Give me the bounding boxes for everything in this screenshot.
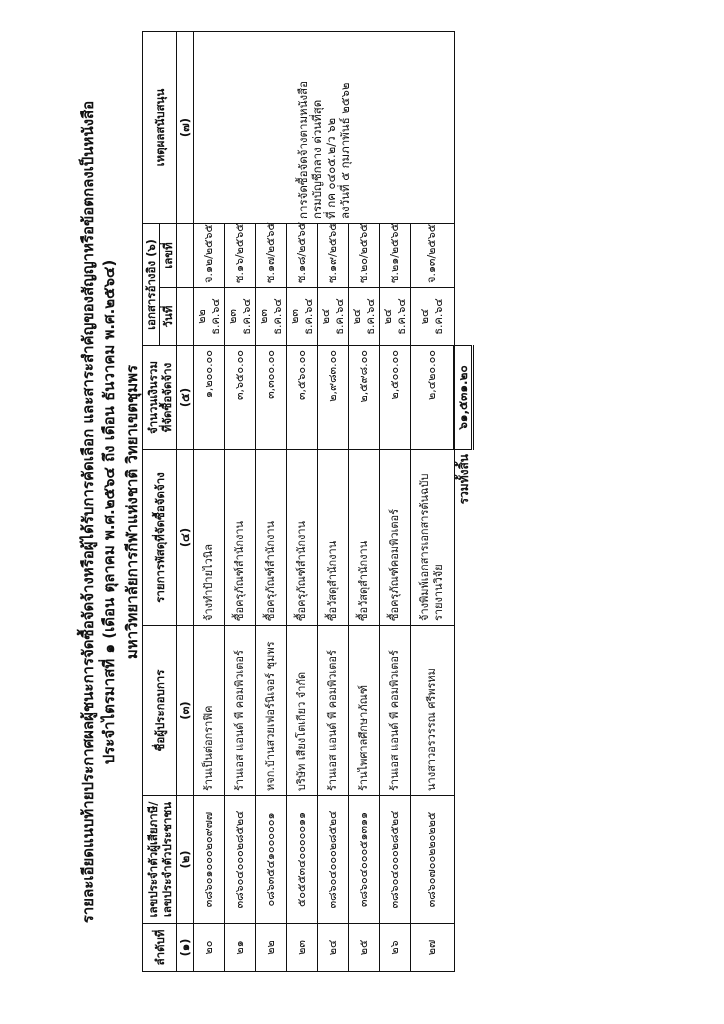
total-row (454, 32, 473, 972)
cell-vendor: นางสาวอรวรรณ ศรีพรหม (411, 626, 455, 796)
cell-amount: ๑,๒๐๐.๐๐ (194, 346, 225, 450)
cell-amount: ๒,๕๙๘.๐๐ (349, 346, 380, 450)
cell-doc-no: ซ.๑๙/๒๕๖๕ (318, 224, 349, 288)
cell-vendor: ร้านเอส แอนด์ พี คอมพิวเตอร์ (380, 626, 411, 796)
header-vendor-number: (๓) (177, 626, 194, 796)
cell-date: ๒๓ ธ.ค.๖๔ (287, 288, 318, 346)
cell-date: ๒๓ ธ.ค.๖๔ (225, 288, 256, 346)
cell-doc-no: ซ.๑๖/๒๕๖๕ (225, 224, 256, 288)
document-title: รายละเอียดแนบท้ายประกาศผลผู้ชนะการจัดซื้อจัดจ้างหรือผู้ได้รับการคัดเลือก และสาระสำคัญของสัญญาหรือข้อตกลงเป็นหนังสือ (79, 100, 97, 924)
cell-date: ๒๒ ธ.ค.๖๔ (194, 288, 225, 346)
header-tax-id-number: (๒) (177, 796, 194, 924)
cell-vendor: บริษัท เสียงโตเกียว จำกัด (287, 626, 318, 796)
reason-line-1: การจัดซื้อจัดจ้างตามหนังสือ (295, 80, 310, 219)
cell-no: ๒๑ (225, 924, 256, 972)
cell-tax-id: ๐๘๖๓๕๔๑๐๐๐๐๐๑ (256, 796, 287, 924)
cell-no: ๒๕ (349, 924, 380, 972)
reason-line-4: ลงวันที่ ๕ กุมภาพันธ์ ๒๕๖๒ (337, 82, 352, 219)
cell-item: ซื้อครุภัณฑ์คอมพิวเตอร์ (380, 450, 411, 626)
header-item: รายการพัสดุที่จัดซื้อจัดจ้าง (143, 450, 177, 626)
header-amount: จำนวนเงินรวม ที่จัดซื้อจัดจ้าง (143, 346, 177, 450)
cell-date: ๒๓ ธ.ค.๖๔ (256, 288, 287, 346)
cell-amount: ๓,๓๐๐.๐๐ (256, 346, 287, 450)
cell-item: ซื้อครุภัณฑ์สำนักงาน (287, 450, 318, 626)
cell-item: จ้างพิมพ์เอกสารเอกสารต้นฉบับรายงานวิจัย (411, 450, 455, 626)
cell-tax-id: ๓๘๖๐๔๐๐๐๒๘๕๒๔ (225, 796, 256, 924)
cell-amount: ๓,๖๕๐.๐๐ (225, 346, 256, 450)
procurement-table (142, 31, 474, 972)
header-reason-number: (๗) (177, 32, 194, 224)
cell-amount: ๒,๕๐๐.๐๐ (380, 346, 411, 450)
header-vendor: ชื่อผู้ประกอบการ (143, 626, 177, 796)
cell-doc-no: จ.๑๓/๒๕๖๕ (411, 224, 455, 288)
cell-tax-id: ๓๘๖๐๑๐๐๐๒๐๙๗๗ (194, 796, 225, 924)
cell-no: ๒๔ (318, 924, 349, 972)
cell-no: ๒๐ (194, 924, 225, 972)
header-doc-no: เลขที่ (160, 224, 177, 288)
cell-vendor: ร้านไพศาลศึกษาภัณฑ์ (349, 626, 380, 796)
cell-tax-id: ๓๘๖๐๔๐๐๐๒๘๕๒๔ (318, 796, 349, 924)
cell-reason (194, 32, 455, 224)
header-date-blank (177, 288, 194, 346)
total-value: ๖๑,๕๓๑.๒๐ (454, 346, 473, 450)
cell-doc-no: ซ.๒๐/๒๕๖๕ (349, 224, 380, 288)
cell-item: จ้างทำป้ายไวนิล (194, 450, 225, 626)
cell-date: ๒๔ ธ.ค.๖๔ (380, 288, 411, 346)
cell-doc-no: ซ.๑๗/๒๕๖๕ (256, 224, 287, 288)
cell-tax-id: ๓๘๖๐๔๐๐๐๕๑๓๑๑ (349, 796, 380, 924)
header-reason: เหตุผลสนับสนุน (143, 32, 177, 224)
table-row (194, 32, 225, 972)
cell-amount: ๒,๙๘๓.๐๐ (318, 346, 349, 450)
document-period: ประจำไตรมาสที่ ๑ (เดือน ตุลาคม พ.ศ.๒๕๖๔ ถึง เดือน ธันวาคม พ.ศ.๒๕๖๔) (100, 259, 118, 765)
header-item-number: (๔) (177, 450, 194, 626)
cell-no: ๒๒ (256, 924, 287, 972)
cell-no: ๒๓ (287, 924, 318, 972)
header-date: วันที่ (160, 288, 177, 346)
reason-line-3: ที่ กค ๐๔๐๕.๒/ว ๖๒ (323, 117, 338, 219)
header-tax-id: เลขประจำตัวผู้เสียภาษี/ เลขประจำตัวประชาชน (143, 796, 177, 924)
header-no: ลำดับที่ (143, 924, 177, 972)
header-amount-number: (๕) (177, 346, 194, 450)
cell-date: ๒๔ ธ.ค.๖๔ (318, 288, 349, 346)
reason-line-2: กรมบัญชีกลาง ด่วนที่สุด (309, 99, 324, 219)
cell-doc-no: จ.๑๒/๒๕๖๕ (194, 224, 225, 288)
cell-doc-no: ซ.๒๑/๒๕๖๕ (380, 224, 411, 288)
cell-doc-no: ซ.๑๘/๒๕๖๕ (287, 224, 318, 288)
cell-amount: ๒,๔๒๐.๐๐ (411, 346, 455, 450)
header-no-number: (๑) (177, 924, 194, 972)
cell-vendor: ร้านเอส แอนด์ พี คอมพิวเตอร์ (318, 626, 349, 796)
cell-item: ซื้อวัสดุสำนักงาน (349, 450, 380, 626)
cell-amount: ๓,๕๖๐.๐๐ (287, 346, 318, 450)
cell-vendor: ร้านเอส แอนด์ พี คอมพิวเตอร์ (225, 626, 256, 796)
cell-vendor: ร้านเป็นต่อกราฟิค (194, 626, 225, 796)
header-reference: เอกสารอ้างอิง (๖) (143, 224, 160, 346)
cell-date: ๒๔ ธ.ค.๖๔ (411, 288, 455, 346)
cell-vendor: หจก.บ้านสวยเฟอร์นิเจอร์ ชุมพร (256, 626, 287, 796)
cell-tax-id: ๓๘๖๐๗๐๐๒๒๐๒๒๕ (411, 796, 455, 924)
cell-tax-id: ๕๐๕๕๓๔๐๐๐๐๐๑๑ (287, 796, 318, 924)
cell-tax-id: ๓๘๖๐๔๐๐๐๒๘๕๒๔ (380, 796, 411, 924)
cell-no: ๒๖ (380, 924, 411, 972)
cell-item: ซื้อครุภัณฑ์สำนักงาน (225, 450, 256, 626)
total-label: รวมทั้งสิ้น (456, 454, 471, 505)
cell-item: ซื้อครุภัณฑ์สำนักงาน (256, 450, 287, 626)
cell-item: ซื้อวัสดุสำนักงาน (318, 450, 349, 626)
header-doc-no-blank (177, 224, 194, 288)
cell-date: ๒๔ ธ.ค.๖๔ (349, 288, 380, 346)
cell-no: ๒๗ (411, 924, 455, 972)
document-organization: มหาวิทยาลัยการกีฬาแห่งชาติ วิทยาเขตชุมพร (123, 364, 141, 660)
